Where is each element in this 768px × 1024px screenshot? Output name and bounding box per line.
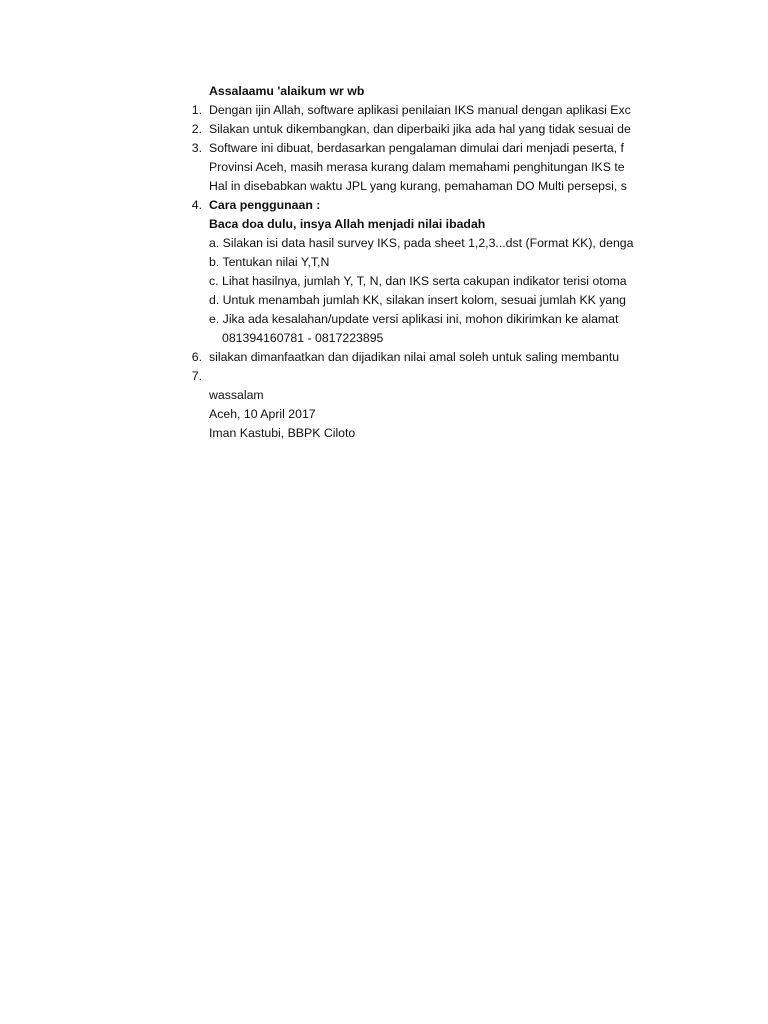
usage-step-text: b. Tentukan nilai Y,T,N [209, 255, 330, 269]
list-item-number: 3. [191, 141, 202, 155]
list-item-number: 6. [191, 350, 202, 364]
closing-salutation-row [0, 386, 643, 405]
list-item-number: 4. [191, 198, 202, 212]
usage-heading: Cara penggunaan : [209, 198, 321, 212]
list-item-number: 2. [191, 122, 202, 136]
list-item [0, 101, 643, 120]
greeting-text: Assalaamu 'alaikum wr wb [209, 84, 365, 98]
list-item-continuation-text: Provinsi Aceh, masih merasa kurang dalam memahami penghitungan IKS te [209, 160, 625, 174]
list-item-text: Dengan ijin Allah, software aplikasi penilaian IKS manual dengan aplikasi Exc [209, 103, 631, 117]
list-item [0, 120, 643, 139]
closing-author: Iman Kastubi, BBPK Ciloto [209, 426, 356, 440]
usage-step-text: e. Jika ada kesalahan/update versi aplikasi ini, mohon dikirimkan ke alamat [209, 312, 619, 326]
closing-place-date: Aceh, 10 April 2017 [209, 407, 316, 421]
usage-step-text: c. Lihat hasilnya, jumlah Y, T, N, dan IKS serta cakupan indikator terisi otoma [209, 274, 627, 288]
usage-step [0, 234, 643, 253]
list-item-text: Silakan untuk dikembangkan, dan diperbaiki jika ada hal yang tidak sesuai de [209, 122, 631, 136]
letter-body [0, 82, 643, 443]
closing-salutation: wassalam [209, 388, 264, 402]
usage-intro: Baca doa dulu, insya Allah menjadi nilai ibadah [209, 217, 486, 231]
list-item [0, 196, 643, 215]
usage-step-text: d. Untuk menambah jumlah KK, silakan insert kolom, sesuai jumlah KK yang [209, 293, 626, 307]
list-item [0, 139, 643, 158]
list-item-number: 7. [191, 369, 202, 383]
usage-step [0, 253, 643, 272]
contact-phones-row [0, 329, 643, 348]
contact-phones: 081394160781 - 0817223895 [222, 331, 384, 345]
list-item-continuation [0, 158, 643, 177]
list-item-number: 1. [191, 103, 202, 117]
usage-step-text: a. Silakan isi data hasil survey IKS, pada sheet 1,2,3...dst (Format KK), denga [209, 236, 634, 250]
list-item-continuation-text: Hal in disebabkan waktu JPL yang kurang, pemahaman DO Multi persepsi, s [209, 179, 627, 193]
usage-step [0, 272, 643, 291]
list-item-continuation [0, 177, 643, 196]
list-item [0, 348, 643, 367]
greeting-row [0, 82, 643, 101]
closing-place-date-row [0, 405, 643, 424]
usage-step [0, 291, 643, 310]
list-item-text: silakan dimanfaatkan dan dijadikan nilai amal soleh untuk saling membantu [209, 350, 620, 364]
list-item [0, 367, 643, 386]
usage-step [0, 310, 643, 329]
list-item-text: Software ini dibuat, berdasarkan pengalaman dimulai dari menjadi peserta, f [209, 141, 624, 155]
closing-author-row [0, 424, 643, 443]
usage-intro-row [0, 215, 643, 234]
